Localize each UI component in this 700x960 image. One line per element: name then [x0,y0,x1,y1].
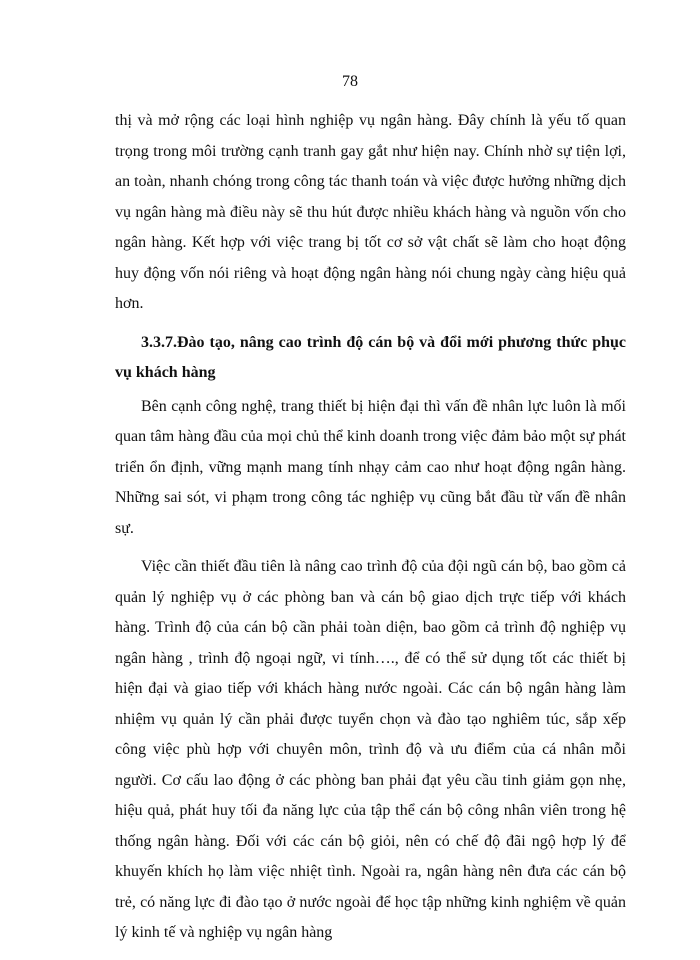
document-body [115,106,626,949]
section-heading: 3.3.7.Đào tạo, nâng cao trình độ cán bộ và đổi mới phương thức phục vụ khách hàng [115,333,626,381]
paragraph-human-resources: Bên cạnh công nghệ, trang thiết bị hiện đại thì vấn đề nhân lực luôn là mối quan tâm hàng đầu của mọi chủ thể kinh doanh trong việc đảm bảo một sự phát triển ổn định, vững mạnh mang tính nhạy cảm cao như hoạt động ngân hàng. Những sai sót, vi phạm trong công tác nghiệp vụ cũng bắt đầu từ vấn đề nhân sự. [115,397,626,537]
paragraph-staff-training: Việc cần thiết đầu tiên là nâng cao trình độ của đội ngũ cán bộ, bao gồm cả quản lý nghiệp vụ ở các phòng ban và cán bộ giao dịch trực tiếp với khách hàng. Trình độ của cán bộ cần phải toàn diện, bao gồm cả trình độ nghiệp vụ ngân hàng , trình độ ngoại ngữ, vi tính…., để có thể sử dụng tốt các thiết bị hiện đại và giao tiếp với khách hàng nước ngoài. Các cán bộ ngân hàng làm nhiệm vụ quản lý cần phải được tuyển chọn và đào tạo nghiêm túc, sắp xếp công việc phù hợp với chuyên môn, trình độ và ưu điểm của cá nhân mỗi người. Cơ cấu lao động ở các phòng ban phải đạt yêu cầu tinh giảm gọn nhẹ, hiệu quả, phát huy tối đa năng lực của tập thể cán bộ công nhân viên trong hệ thống ngân hàng. Đối với các cán bộ giỏi, nên có chế độ đãi ngộ hợp lý để khuyến khích họ làm việc nhiệt tình. Ngoài ra, ngân hàng nên đưa các cán bộ trẻ, có năng lực đi đào tạo ở nước ngoài để học tập những kinh nghiệm về quản lý kinh tế và nghiệp vụ ngân hàng [115,558,626,941]
paragraph-continuation: thị và mở rộng các loại hình nghiệp vụ ngân hàng. Đây chính là yếu tố quan trọng trong môi trường cạnh tranh gay gắt như hiện nay. Chính nhờ sự tiện lợi, an toàn, nhanh chóng trong công tác thanh toán và việc được hưởng những dịch vụ ngân hàng mà điều này sẽ thu hút được nhiều khách hàng và nguồn vốn cho ngân hàng. Kết hợp với việc trang bị tốt cơ sở vật chất sẽ làm cho hoạt động huy động vốn nói riêng và hoạt động ngân hàng nói chung ngày càng hiệu quả hơn. [115,112,626,312]
page-number: 78 [342,73,358,90]
